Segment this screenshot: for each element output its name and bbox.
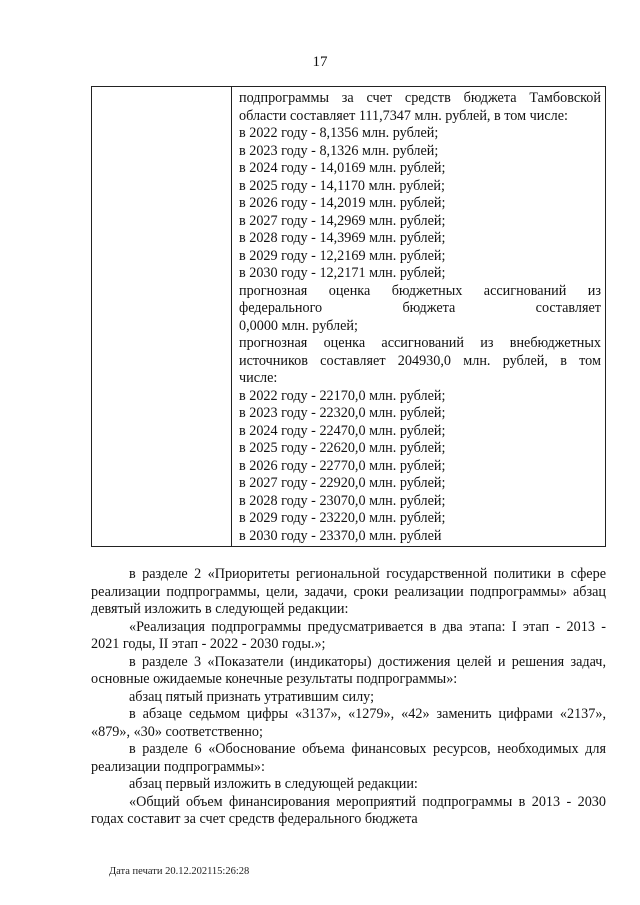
- table-line: в 2025 году - 14,1170 млн. рублей;: [239, 177, 445, 194]
- table-line: в 2028 году - 14,3969 млн. рублей;: [239, 230, 446, 246]
- amendment-text: [91, 566, 606, 829]
- table-line: в 2029 году - 23220,0 млн. рублей;: [239, 510, 446, 526]
- table-line: источников составляет 204930,0 млн. рублей, в том: [239, 352, 601, 369]
- paragraph: абзац пятый признать утратившим силу;: [129, 688, 375, 705]
- table-line: в 2026 году - 22770,0 млн. рублей;: [239, 457, 446, 474]
- paragraph: абзац первый изложить в следующей редакции:: [129, 776, 418, 792]
- table-line: в 2027 году - 14,2969 млн. рублей;: [239, 212, 446, 229]
- table-line: федерального бюджета составляет: [239, 300, 601, 316]
- table-line: в 2025 году - 22620,0 млн. рублей;: [239, 440, 446, 456]
- table-line: прогнозная оценка бюджетных ассигнований из: [239, 282, 601, 299]
- funding-table: [91, 86, 606, 547]
- table-line: в 2023 году - 8,1326 млн. рублей;: [239, 142, 439, 159]
- table-line: в 2022 году - 22170,0 млн. рублей;: [239, 387, 446, 404]
- table-line: в 2029 году - 12,2169 млн. рублей;: [239, 247, 446, 264]
- table-line: в 2024 году - 14,0169 млн. рублей;: [239, 160, 446, 176]
- table-line: 0,0000 млн. рублей;: [239, 317, 358, 334]
- table-line: прогнозная оценка ассигнований из внебюджетных: [239, 335, 601, 351]
- paragraph: в разделе 3 «Показатели (индикаторы) достижения целей и решения задач, основные ожидаемые конечные результаты подпрограммы»:: [91, 653, 606, 687]
- funding-cell: [239, 90, 601, 545]
- table-line: в 2022 году - 8,1356 млн. рублей;: [239, 125, 439, 141]
- paragraph: в разделе 2 «Приоритеты региональной государственной политики в сфере реализации подпрограммы, цели, задачи, сроки реализации подпрограммы» абзац девятый изложить в следующей редакции:: [91, 566, 606, 617]
- table-line: в 2026 году - 14,2019 млн. рублей;: [239, 195, 446, 211]
- table-line: в 2028 году - 23070,0 млн. рублей;: [239, 492, 446, 509]
- paragraph: «Общий объем финансирования мероприятий подпрограммы в 2013 - 2030 годах составит за счет средств федерального бюджета: [91, 793, 606, 827]
- table-line: области составляет 111,7347 млн. рублей, в том числе:: [239, 107, 568, 124]
- paragraph: в абзаце седьмом цифры «3137», «1279», «42» заменить цифрами «2137», «879», «30» соответственно;: [91, 706, 606, 740]
- table-line: подпрограммы за счет средств бюджета Тамбовской: [239, 90, 601, 106]
- table-line: в 2030 году - 12,2171 млн. рублей;: [239, 265, 446, 281]
- paragraph: в разделе 6 «Обоснование объема финансовых ресурсов, необходимых для реализации подпрограммы»:: [91, 741, 606, 775]
- table-line: числе:: [239, 370, 278, 386]
- table-line: в 2027 году - 22920,0 млн. рублей;: [239, 475, 446, 491]
- paragraph: «Реализация подпрограммы предусматривается в два этапа: I этап - 2013 - 2021 годы, II этап - 2022 - 2030 годы.»;: [91, 618, 606, 652]
- table-line: в 2024 году - 22470,0 млн. рублей;: [239, 422, 446, 439]
- table-line: в 2030 году - 23370,0 млн. рублей: [239, 527, 442, 544]
- column-divider: [231, 87, 232, 546]
- table-line: в 2023 году - 22320,0 млн. рублей;: [239, 405, 446, 421]
- page-number: 17: [312, 54, 328, 70]
- print-date-footer: Дата печати 20.12.202115:26:28: [109, 866, 250, 877]
